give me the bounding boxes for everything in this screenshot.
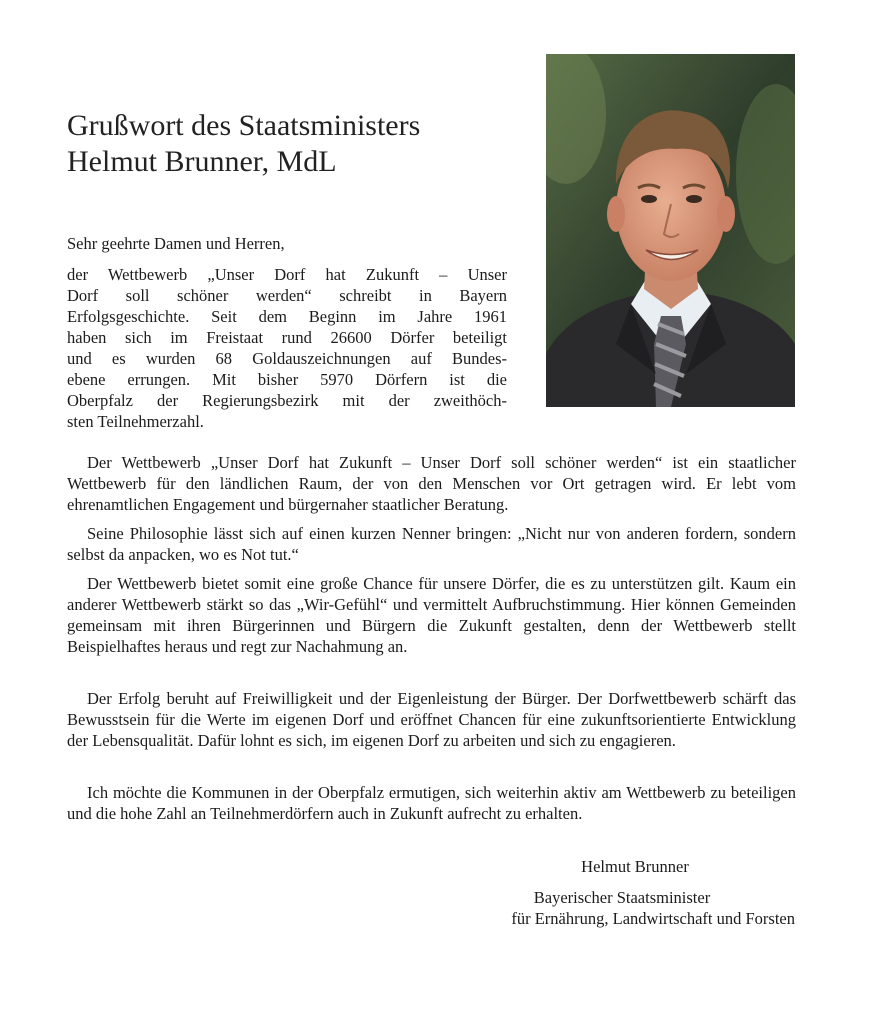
paragraph-2: Der Wettbewerb „Unser Dorf hat Zukunft – Unser Dorf soll schöner werden“ ist ein staatlicher Wettbewerb für den ländlichen Raum, der von den Menschen vor Ort getragen wird. Er lebt vom ehrenamtlichen Engagement und bürgernaher staatlicher Beratung. [67, 453, 796, 514]
paragraph-1-line: sten Teilnehmerzahl. [67, 412, 204, 431]
title-line-2: Helmut Brunner, MdL [67, 145, 337, 178]
paragraph-1-line: Dorf soll schöner werden“ schreibt in Bayern [67, 286, 507, 305]
paragraph-1-line: Erfolgsgeschichte. Seit dem Beginn im Jahre 1961 [67, 307, 507, 326]
paragraph-5: Der Erfolg beruht auf Freiwilligkeit und der Eigenleistung der Bürger. Der Dorfwettbewerb schärft das Bewusstsein für die Werte im eigenen Dorf und eröffnet Chancen für eine zukunftsorientierte Entwicklung der Lebensqualität. Dafür lohnt es sich, im eigenen Dorf zu arbeiten und sich zu engagieren. [67, 689, 796, 750]
salutation: Sehr geehrte Damen und Herren, [67, 234, 285, 253]
paragraph-4: Der Wettbewerb bietet somit eine große Chance für unsere Dörfer, die es zu unterstützen gilt. Kaum ein anderer Wettbewerb stärkt so das „Wir-Gefühl“ und vermittelt Aufbruchstimmung. Hier können Gemeinden gemeinsam mit ihren Bürgerinnen und Bürgern die Zukunft gestalten, denn der Wettbewerb stellt Beispielhaftes heraus und regt zur Nachahmung an. [67, 574, 796, 656]
signature-role-line-1: Bayerischer Staatsminister [533, 888, 711, 907]
paragraph-6: Ich möchte die Kommunen in der Oberpfalz ermutigen, sich weiterhin aktiv am Wettbewerb zu beteiligen und die hohe Zahl an Teilnehmerdörfern auch in Zukunft aufrecht zu erhalten. [67, 783, 796, 823]
signature-name: Helmut Brunner [581, 857, 689, 876]
signature-block [507, 856, 795, 929]
portrait-illustration [546, 54, 795, 407]
paragraph-1-line: der Wettbewerb „Unser Dorf hat Zukunft – Unser [67, 265, 507, 284]
signature-role-line-2: für Ernährung, Landwirtschaft und Forsten [511, 909, 795, 928]
paragraph-1-line: Oberpfalz der Regierungsbezirk mit der zweithöch- [67, 391, 507, 410]
paragraph-1 [67, 264, 507, 432]
portrait-photo [546, 54, 795, 407]
paragraph-1-line: und es wurden 68 Goldauszeichnungen auf Bundes- [67, 349, 507, 368]
paragraph-1-line: ebene errungen. Mit bisher 5970 Dörfern ist die [67, 370, 507, 389]
paragraph-3: Seine Philosophie lässt sich auf einen kurzen Nenner bringen: „Nicht nur von anderen fordern, sondern selbst da anpacken, wo es Not tut.“ [67, 524, 796, 564]
paragraph-1-line: haben sich im Freistaat rund 26600 Dörfer beteiligt [67, 328, 507, 347]
page-title [67, 108, 527, 180]
title-line-1: Grußwort des Staatsministers [67, 109, 421, 142]
